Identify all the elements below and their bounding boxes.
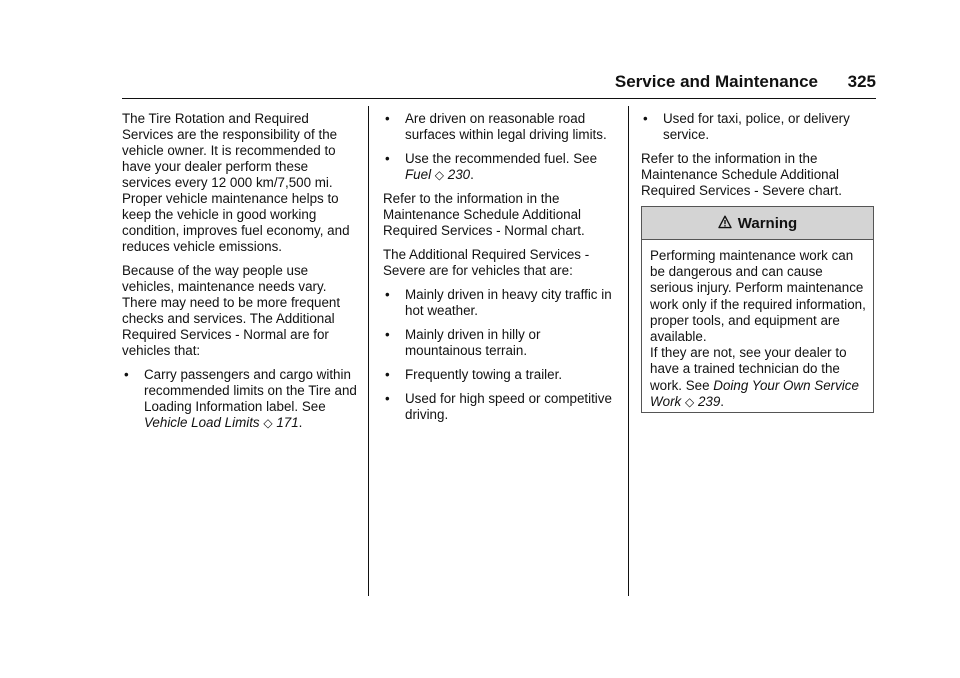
xref-page: 239: [697, 393, 721, 409]
list-item: [383, 111, 619, 143]
bullet: •: [385, 287, 390, 302]
warning-text-2: [650, 345, 866, 410]
list-item: [641, 111, 877, 143]
page-number: 325: [847, 72, 876, 91]
list-item-text: Frequently towing a trailer.: [405, 367, 563, 382]
xref-link-doing-your-own-service-work[interactable]: Doing Your Own Service Work: [650, 377, 859, 409]
warning-triangle-icon: [718, 215, 732, 229]
list-item-text: Carry passengers and cargo within recommended limits on the Tire and Loading Information label. See: [144, 367, 357, 414]
list-item-text: Mainly driven in heavy city traffic in hot weather.: [405, 287, 612, 318]
list-item-text: Mainly driven in hilly or mountainous terrain.: [405, 327, 541, 358]
bullet: •: [124, 367, 129, 382]
period: .: [298, 415, 303, 430]
warning-text: Performing maintenance work can be dangerous and can cause serious injury. Perform maintenance work only if the required information, proper tools, and equipment are available.: [650, 248, 866, 345]
column-divider-1: [368, 106, 369, 596]
paragraph-tire-rotation: The Tire Rotation and Required Services are the responsibility of the vehicle owner. It is recommended to have your dealer perform these services every 12 000 km/7,500 mi. Proper vehicle maintenance helps to keep the vehicle in good working condition, improves fuel economy, and reduces vehicle emissions.: [122, 111, 350, 254]
warning-title: Warning: [737, 214, 798, 232]
bullet: •: [385, 111, 390, 126]
period: .: [470, 167, 474, 182]
xref-link-vehicle-load-limits[interactable]: Vehicle Load Limits: [144, 415, 260, 430]
xref-page: 171: [276, 415, 299, 430]
bullet: •: [643, 111, 648, 126]
list-item-text: Used for taxi, police, or delivery service.: [663, 111, 850, 142]
xref-page: 230: [447, 167, 471, 182]
column-1: [122, 111, 358, 439]
bullet: •: [385, 327, 390, 342]
list-item: [122, 367, 358, 431]
list-item: [383, 287, 619, 319]
page-ref-arrow-icon: ◇: [684, 394, 695, 409]
paragraph-maintenance-needs: Because of the way people use vehicles, maintenance needs vary. There may need to be more frequent checks and services. The Additional Required Services - Normal are for vehicles that:: [122, 263, 341, 358]
column-3: [641, 111, 877, 207]
warning-text-2-content: If they are not, see your dealer to have a trained technician do the work. See: [650, 345, 847, 393]
page-ref-arrow-icon: ◇: [434, 168, 445, 182]
column-2: [383, 111, 619, 431]
paragraph-severe-chart-ref: Refer to the information in the Maintenance Schedule Additional Required Services - Severe chart.: [641, 151, 842, 198]
bullet: •: [385, 391, 390, 406]
list-item-text: Are driven on reasonable road surfaces within legal driving limits.: [405, 111, 607, 142]
list-item: [383, 327, 619, 359]
warning-header: [642, 207, 873, 240]
header-rule: [122, 98, 876, 99]
paragraph-severe-intro: The Additional Required Services - Severe are for vehicles that are:: [383, 247, 590, 278]
list-item-text: Use the recommended fuel. See: [405, 151, 598, 166]
list-item-text: Used for high speed or competitive driving.: [405, 391, 612, 422]
period: .: [720, 393, 725, 409]
xref-link-fuel[interactable]: Fuel: [405, 167, 432, 182]
list-item: [383, 367, 619, 383]
bullet: •: [385, 151, 390, 166]
list-item: [383, 151, 619, 183]
list-item: [383, 391, 619, 423]
page-ref-arrow-icon: ◇: [263, 416, 273, 430]
paragraph-normal-chart-ref: Refer to the information in the Maintenance Schedule Additional Required Services - Normal chart.: [383, 191, 585, 238]
warning-box: [641, 206, 874, 413]
bullet: •: [385, 367, 390, 382]
section-title: Service and Maintenance: [614, 72, 818, 91]
column-divider-2: [628, 106, 629, 596]
warning-body: [642, 240, 873, 410]
